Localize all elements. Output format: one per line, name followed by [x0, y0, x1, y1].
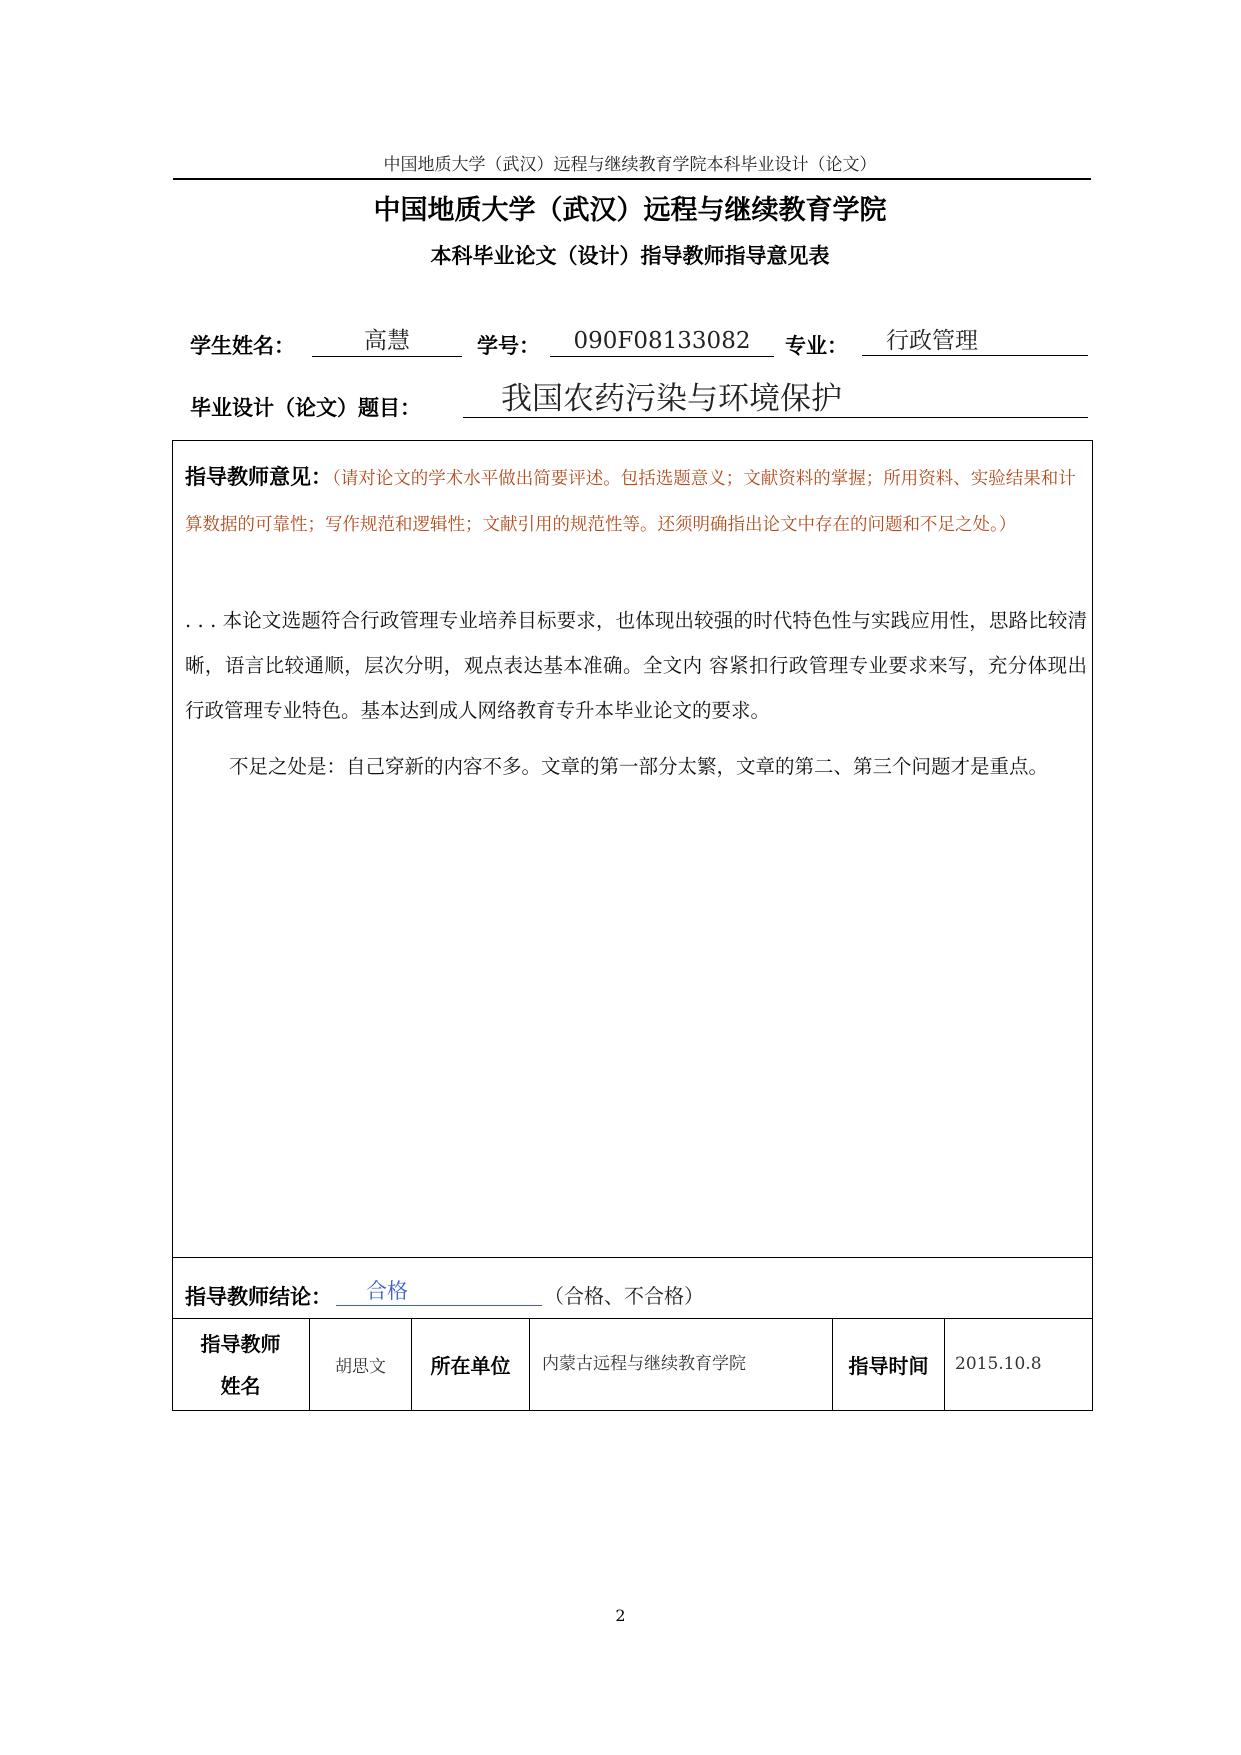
teacher-name-label-line2: 姓名 [220, 1373, 261, 1398]
institution-title: 中国地质大学（武汉）远程与继续教育学院 [373, 195, 887, 226]
topic-value: 我国农药污染与环境保护 [463, 380, 1088, 418]
topic-label: 毕业设计（论文）题目： [190, 396, 421, 420]
form-title: 本科毕业论文（设计）指导教师指导意见表 [430, 244, 830, 268]
opinion-table [172, 440, 1093, 1411]
page-number: 2 [615, 1606, 626, 1625]
teacher-name-label [172, 1318, 309, 1411]
running-header: 中国地质大学（武汉）远程与继续教育学院本科毕业设计（论文） [383, 155, 877, 175]
guidance-time-value: 2015.10.8 [955, 1354, 1042, 1374]
comment-paragraph-1: . . . 本论文选题符合行政管理专业培养目标要求，也体现出较强的时代特色性与实践应用性，思路比较清晰，语言比较通顺，层次分明，观点表达基本准确。全文内 容紧扣行政管理专业要求来写，充分体现出行政管理专业特色。基本达到成人网络教育专升本毕业论文的要求。 [185, 609, 1087, 722]
conclusion-value: 合格 [336, 1276, 542, 1306]
footer-col-divider [944, 1318, 945, 1411]
opinion-label: 指导教师意见： [185, 465, 332, 489]
conclusion-options: （合格、不合格） [544, 1284, 704, 1308]
teacher-name-value: 胡思文 [335, 1357, 386, 1377]
header-rule [173, 178, 1091, 180]
opinion-instruction: （请对论文的学术水平做出简要评述。包括选题意义；文献资料的掌握；所用资料、实验结果和计算数据的可靠性；写作规范和逻辑性；文献引用的规范性等。还须明确指出论文中存在的问题和不足之处。） [185, 469, 1076, 535]
guidance-time-label: 指导时间 [848, 1354, 929, 1378]
conclusion-label: 指导教师结论： [185, 1285, 332, 1309]
unit-value: 内蒙古远程与继续教育学院 [542, 1354, 746, 1374]
student-name-label: 学生姓名： [190, 334, 295, 358]
footer-col-divider [529, 1318, 530, 1411]
student-name-value: 高慧 [312, 326, 462, 357]
student-id-label: 学号： [477, 334, 540, 358]
major-label: 专业： [785, 334, 848, 358]
major-value: 行政管理 [862, 326, 1088, 356]
student-id-value: 090F08133082 [550, 326, 774, 357]
teacher-name-label-line1: 指导教师 [200, 1331, 281, 1356]
unit-label: 所在单位 [430, 1354, 511, 1378]
conclusion-divider [172, 1257, 1093, 1258]
opinion-intro [185, 455, 1085, 548]
comment-paragraph-2: 不足之处是：自己穿新的内容不多。文章的第一部分太繁，文章的第二、第三个问题才是重点。 [229, 755, 1049, 778]
